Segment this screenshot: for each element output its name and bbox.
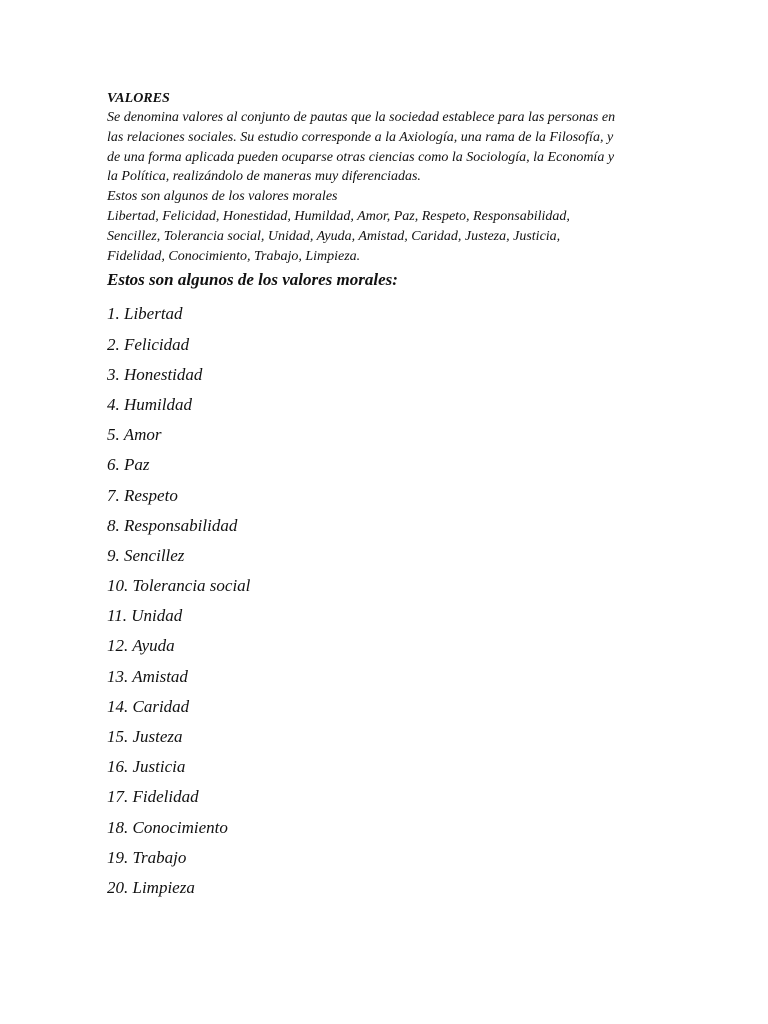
intro-line: Sencillez, Tolerancia social, Unidad, Ayuda, Amistad, Caridad, Justeza, Justicia, [107,228,561,244]
intro-line: Estos son algunos de los valores morales [107,189,338,205]
intro-line: Se denomina valores al conjunto de pautas que la sociedad establece para las personas en [107,110,616,125]
list-item: 12. Ayuda [107,636,175,656]
list-item: 4. Humildad [107,394,192,414]
list-item: 10. Tolerancia social [107,576,251,596]
list-item: 18. Conocimiento [107,817,228,837]
list-item: 16. Justicia [107,757,186,777]
intro-paragraph [107,108,667,266]
list-item: 11. Unidad [107,606,183,626]
intro-line: Libertad, Felicidad, Honestidad, Humildad, Amor, Paz, Respeto, Responsabilidad, [107,208,570,224]
document-title: VALORES [107,91,170,106]
list-item: 13. Amistad [107,666,188,686]
list-item: 6. Paz [107,455,150,475]
intro-line: las relaciones sociales. Su estudio corresponde a la Axiología, una rama de la Filosofía, y [107,129,614,145]
list-item: 1. Libertad [107,304,183,324]
list-item: 15. Justeza [107,727,183,746]
intro-line: Fidelidad, Conocimiento, Trabajo, Limpieza. [107,248,361,264]
list-item: 8. Responsabilidad [107,515,238,535]
document-page [107,89,667,907]
list-item: 2. Felicidad [107,334,190,354]
list-item: 5. Amor [107,425,162,445]
list-item: 3. Honestidad [107,364,203,384]
list-item: 14. Caridad [107,696,190,716]
list-item: 17. Fidelidad [107,787,199,807]
values-list [107,303,667,899]
intro-line: la Política, realizándolo de maneras muy diferenciadas. [107,169,421,185]
list-item: 9. Sencillez [107,545,185,565]
list-heading: Estos son algunos de los valores morales: [107,270,398,290]
list-item: 7. Respeto [107,485,178,505]
intro-line: de una forma aplicada pueden ocuparse otras ciencias como la Sociología, la Economía y [107,149,615,165]
list-item: 20. Limpieza [107,877,195,897]
list-item: 19. Trabajo [107,847,187,867]
